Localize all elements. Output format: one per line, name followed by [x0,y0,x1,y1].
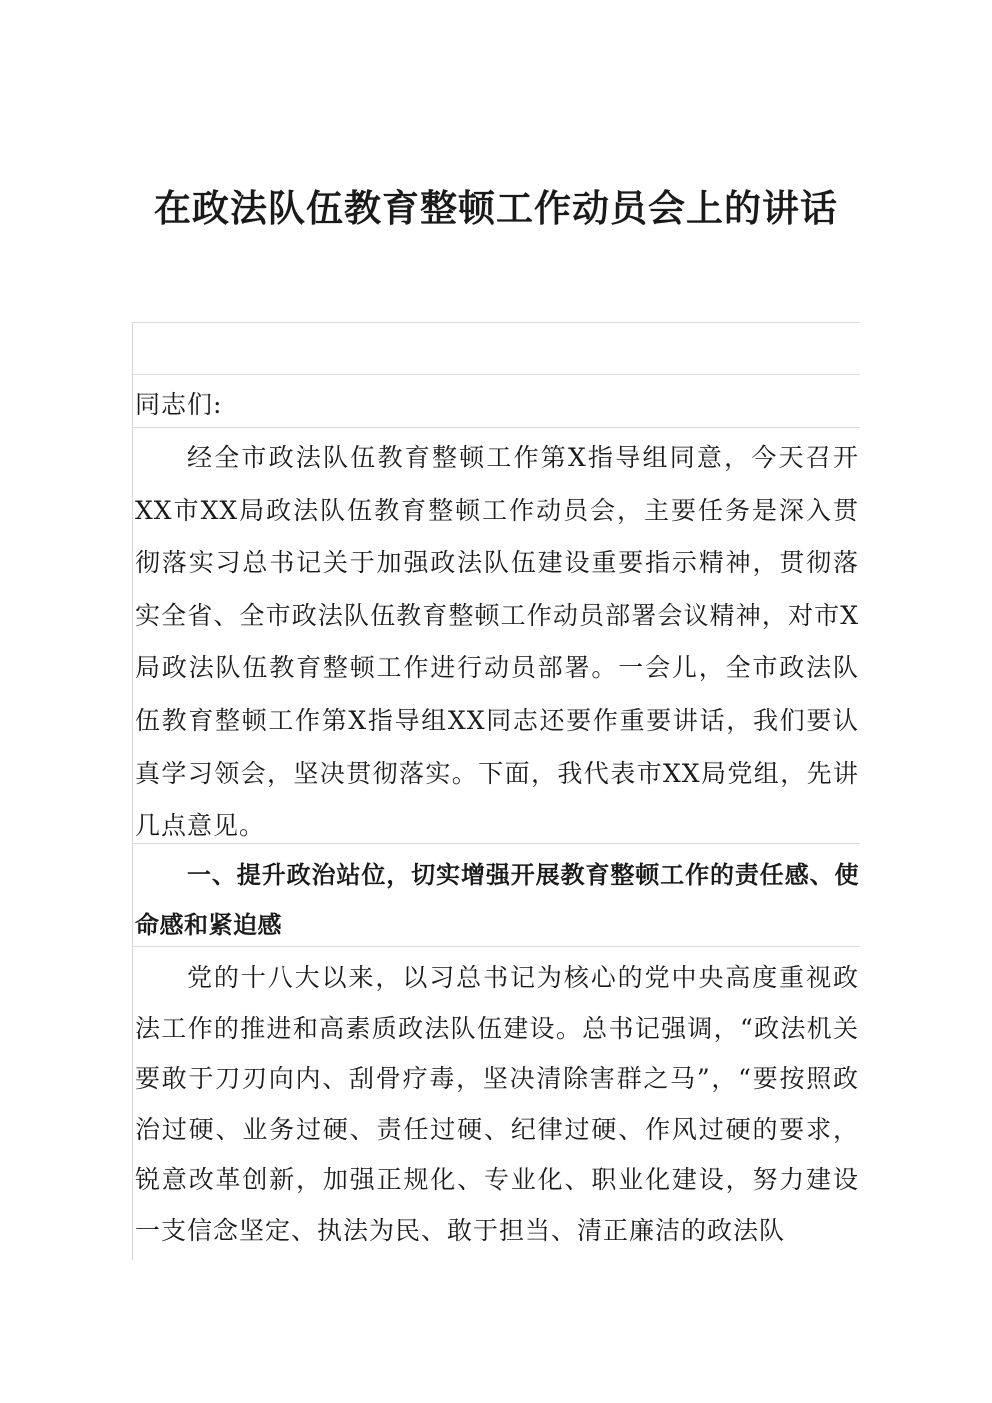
divider-line [132,427,860,428]
divider-line [132,374,860,375]
document-title: 在政法队伍教育整顿工作动员会上的讲话 [154,186,838,230]
paragraph-section-1: 党的十八大以来，以习总书记为核心的党中央高度重视政法工作的推进和高素质政法队伍建设。总书记强调，“政法机关要敢于刀刃向内、刮骨疗毒，坚决清除害群之马”，“要按照政治过硬、业务过硬、责任过硬、纪律过硬、作风过硬的要求，锐意改革创新，加强正规化、专业化、职业化建设，努力建设一支信念坚定、执法为民、敢于担当、清正廉洁的政法队 [135,963,859,1245]
divider-line [132,322,860,323]
paragraph-intro: 经全市政法队伍教育整顿工作第X指导组同意，今天召开XX市XX局政法队伍教育整顿工作动员会，主要任务是深入贯彻落实习总书记关于加强政法队伍建设重要指示精神，贯彻落实全省、全市政法队伍教育整顿工作动员部署会议精神，对市X局政法队伍教育整顿工作进行动员部署。一会儿，全市政法队伍教育整顿工作第X指导组XX同志还要作重要讲话，我们要认真学习领会，坚决贯彻落实。下面，我代表市XX局党组，先讲几点意见。 [135,443,859,841]
left-margin-line [132,322,133,1260]
section-heading: 一、提升政治站位，切实增强开展教育整顿工作的责任感、使命感和紧迫感 [135,861,859,939]
salutation: 同志们: [135,390,223,419]
